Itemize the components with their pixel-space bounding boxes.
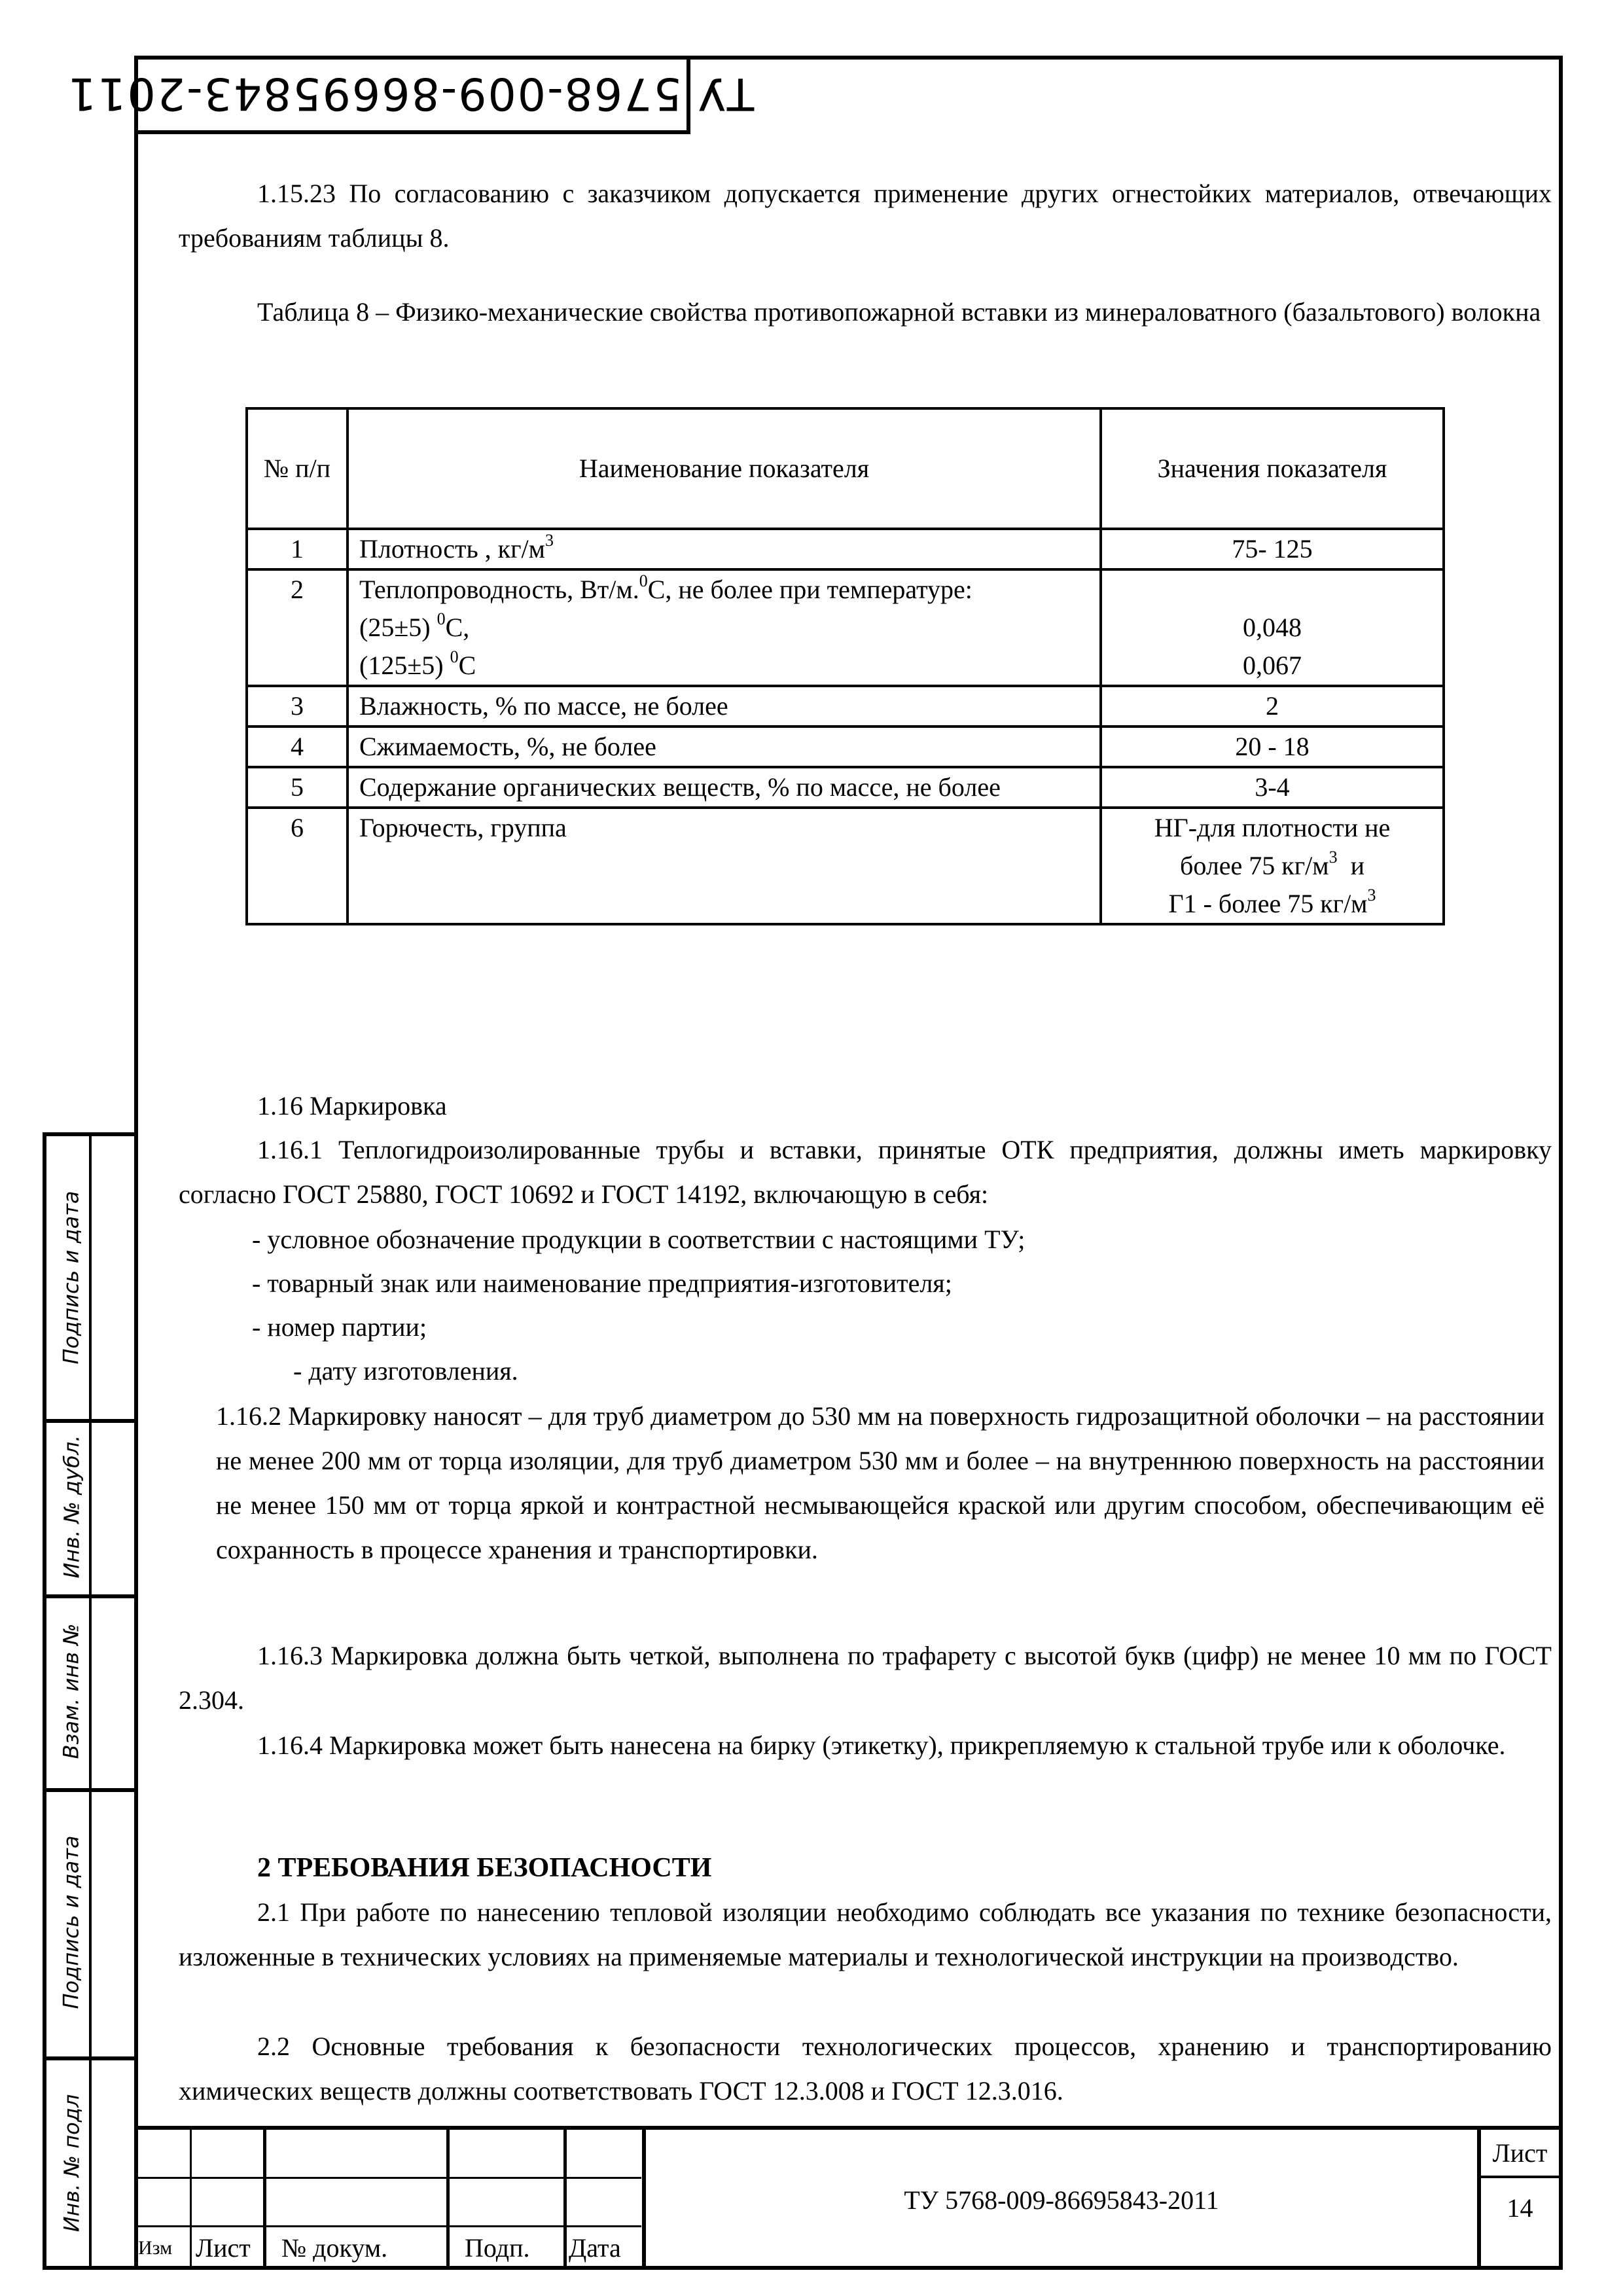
list-item: - дату изготовления. [293,1356,518,1386]
col-sheet: Лист [196,2233,251,2263]
row-value [1101,569,1444,686]
row-num: 4 [247,726,348,767]
sheet-label: Лист [1492,2138,1548,2168]
row-name-text: Теплопроводность, Вт/м. [359,575,639,604]
paragraph-1-16-2: 1.16.2 Маркировку наносят – для труб диаметром до 530 мм на поверхность гидрозащитной оболочки – на расстоянии не менее 200 мм от торца изоляции, для труб диаметром 530 мм и более – на внутреннюю поверхность на расстоянии не менее 150 мм от торца яркой и контрастной несмывающейся краской или другим способом, обеспечивающим её сохранность в процессе хранения и транспортировки. [216,1401,1544,1564]
row-sub2: (125±5) [359,651,450,680]
col-doc-number: № докум. [281,2233,388,2263]
row-sub1: (25±5) [359,613,437,642]
list-item: - номер партии; [252,1312,427,1342]
paragraph-2-1: 2.1 При работе по нанесению тепловой изоляции необходимо соблюдать все указания по технике безопасности, изложенные в технических условиях на применяемые материалы и технологической инструкции на производство. [179,1897,1552,1971]
row-value-2: 0,067 [1243,651,1302,680]
row-name [348,569,1101,686]
row-name-sup: 0 [639,571,648,590]
row-sub1-sup: 0 [437,609,446,628]
header-name: Наименование показателя [348,408,1101,529]
row-value-line-2-sup: 3 [1329,847,1338,867]
table-row [247,767,1444,808]
side-label-replace-inv: Взам. инв № [59,1623,84,1759]
table-row [247,569,1444,686]
paragraph-2-2: 2.2 Основные требования к безопасности технологических процессов, хранению и транспортированию химических веществ должны соответствовать ГОСТ 12.3.008 и ГОСТ 12.3.016. [179,2032,1552,2106]
row-value: 20 - 18 [1101,726,1444,767]
header-value: Значения показателя [1101,408,1444,529]
row-value: 3-4 [1101,767,1444,808]
row-num: 6 [247,808,348,924]
table-row [247,808,1444,924]
title-block-doc-code: ТУ 5768-009-86695843-2011 [904,2185,1219,2215]
row-value-line-2: более 75 кг/м [1180,851,1329,880]
row-value-line-1: НГ-для плотности не [1154,813,1391,842]
section-2-title: 2 ТРЕБОВАНИЯ БЕЗОПАСНОСТИ [257,1853,712,1883]
row-sub1-tail: С, [445,613,470,642]
paragraph-1-16-3: 1.16.3 Маркировка должна быть четкой, выполнена по трафарету с высотой букв (цифр) не менее 10 мм по ГОСТ 2.304. [179,1641,1552,1715]
list-item: - условное обозначение продукции в соответствии с настоящими ТУ; [252,1225,1026,1254]
row-name-text: Плотность , кг/м [359,534,545,564]
sheet-number: 14 [1507,2193,1533,2223]
top-stamp [66,56,755,134]
col-change: Изм [138,2237,173,2259]
table-row [247,726,1444,767]
top-stamp-text: ТУ 5768-009-86695843-2011 [66,67,755,119]
row-value: 2 [1101,686,1444,726]
side-label-dup-inv: Инв. № дубл. [59,1435,84,1579]
side-stamp-column [43,1132,134,2270]
row-name: Влажность, % по массе, не более [348,686,1101,726]
row-num: 2 [247,569,348,686]
table-header-row [247,408,1444,529]
row-value-line-2-tail: и [1337,851,1364,880]
row-value-line-3-sup: 3 [1367,885,1376,905]
row-name-tail: С, не более при температуре: [647,575,972,604]
row-sub2-tail: С [458,651,476,680]
col-date: Дата [569,2233,621,2263]
row-name: Горючесть, группа [348,808,1101,924]
row-value-line-3: Г1 - более 75 кг/м [1168,889,1368,918]
properties-table [245,407,1445,925]
row-sub2-sup: 0 [450,647,459,666]
row-num: 5 [247,767,348,808]
side-label-orig-inv: Инв. № подл [59,2094,84,2233]
paragraph-1-15-23: 1.15.23 По согласованию с заказчиком допускается применение других огнестойких материалов, отвечающих требованиям таблицы 8. [179,179,1552,253]
side-label-signature-date-2: Подпись и дата [59,1835,84,2009]
table-caption: Таблица 8 – Физико-механические свойства противопожарной вставки из минераловатного (базальтового) волокна [257,297,1541,327]
row-name: Содержание органических веществ, % по массе, не более [348,767,1101,808]
row-name-sup: 3 [544,530,554,550]
row-name [348,529,1101,569]
table-row [247,686,1444,726]
row-num: 1 [247,529,348,569]
row-num: 3 [247,686,348,726]
paragraph-1-16-1: 1.16.1 Теплогидроизолированные трубы и вставки, принятые ОТК предприятия, должны иметь маркировку согласно ГОСТ 25880, ГОСТ 10692 и ГОСТ 14192, включающую в себя: [179,1135,1552,1209]
row-value [1101,808,1444,924]
row-value-1: 0,048 [1243,613,1302,642]
table-row [247,529,1444,569]
list-item: - товарный знак или наименование предприятия-изготовителя; [252,1268,952,1298]
side-label-signature-date: Подпись и дата [59,1191,84,1365]
header-num: № п/п [247,408,348,529]
row-name: Сжимаемость, %, не более [348,726,1101,767]
title-block [134,2126,1563,2270]
section-1-16-title: 1.16 Маркировка [257,1091,447,1121]
col-signature: Подп. [465,2233,530,2263]
paragraph-1-16-4: 1.16.4 Маркировка может быть нанесена на бирку (этикетку), прикрепляемую к стальной трубе или к оболочке. [257,1731,1506,1760]
row-value: 75- 125 [1101,529,1444,569]
